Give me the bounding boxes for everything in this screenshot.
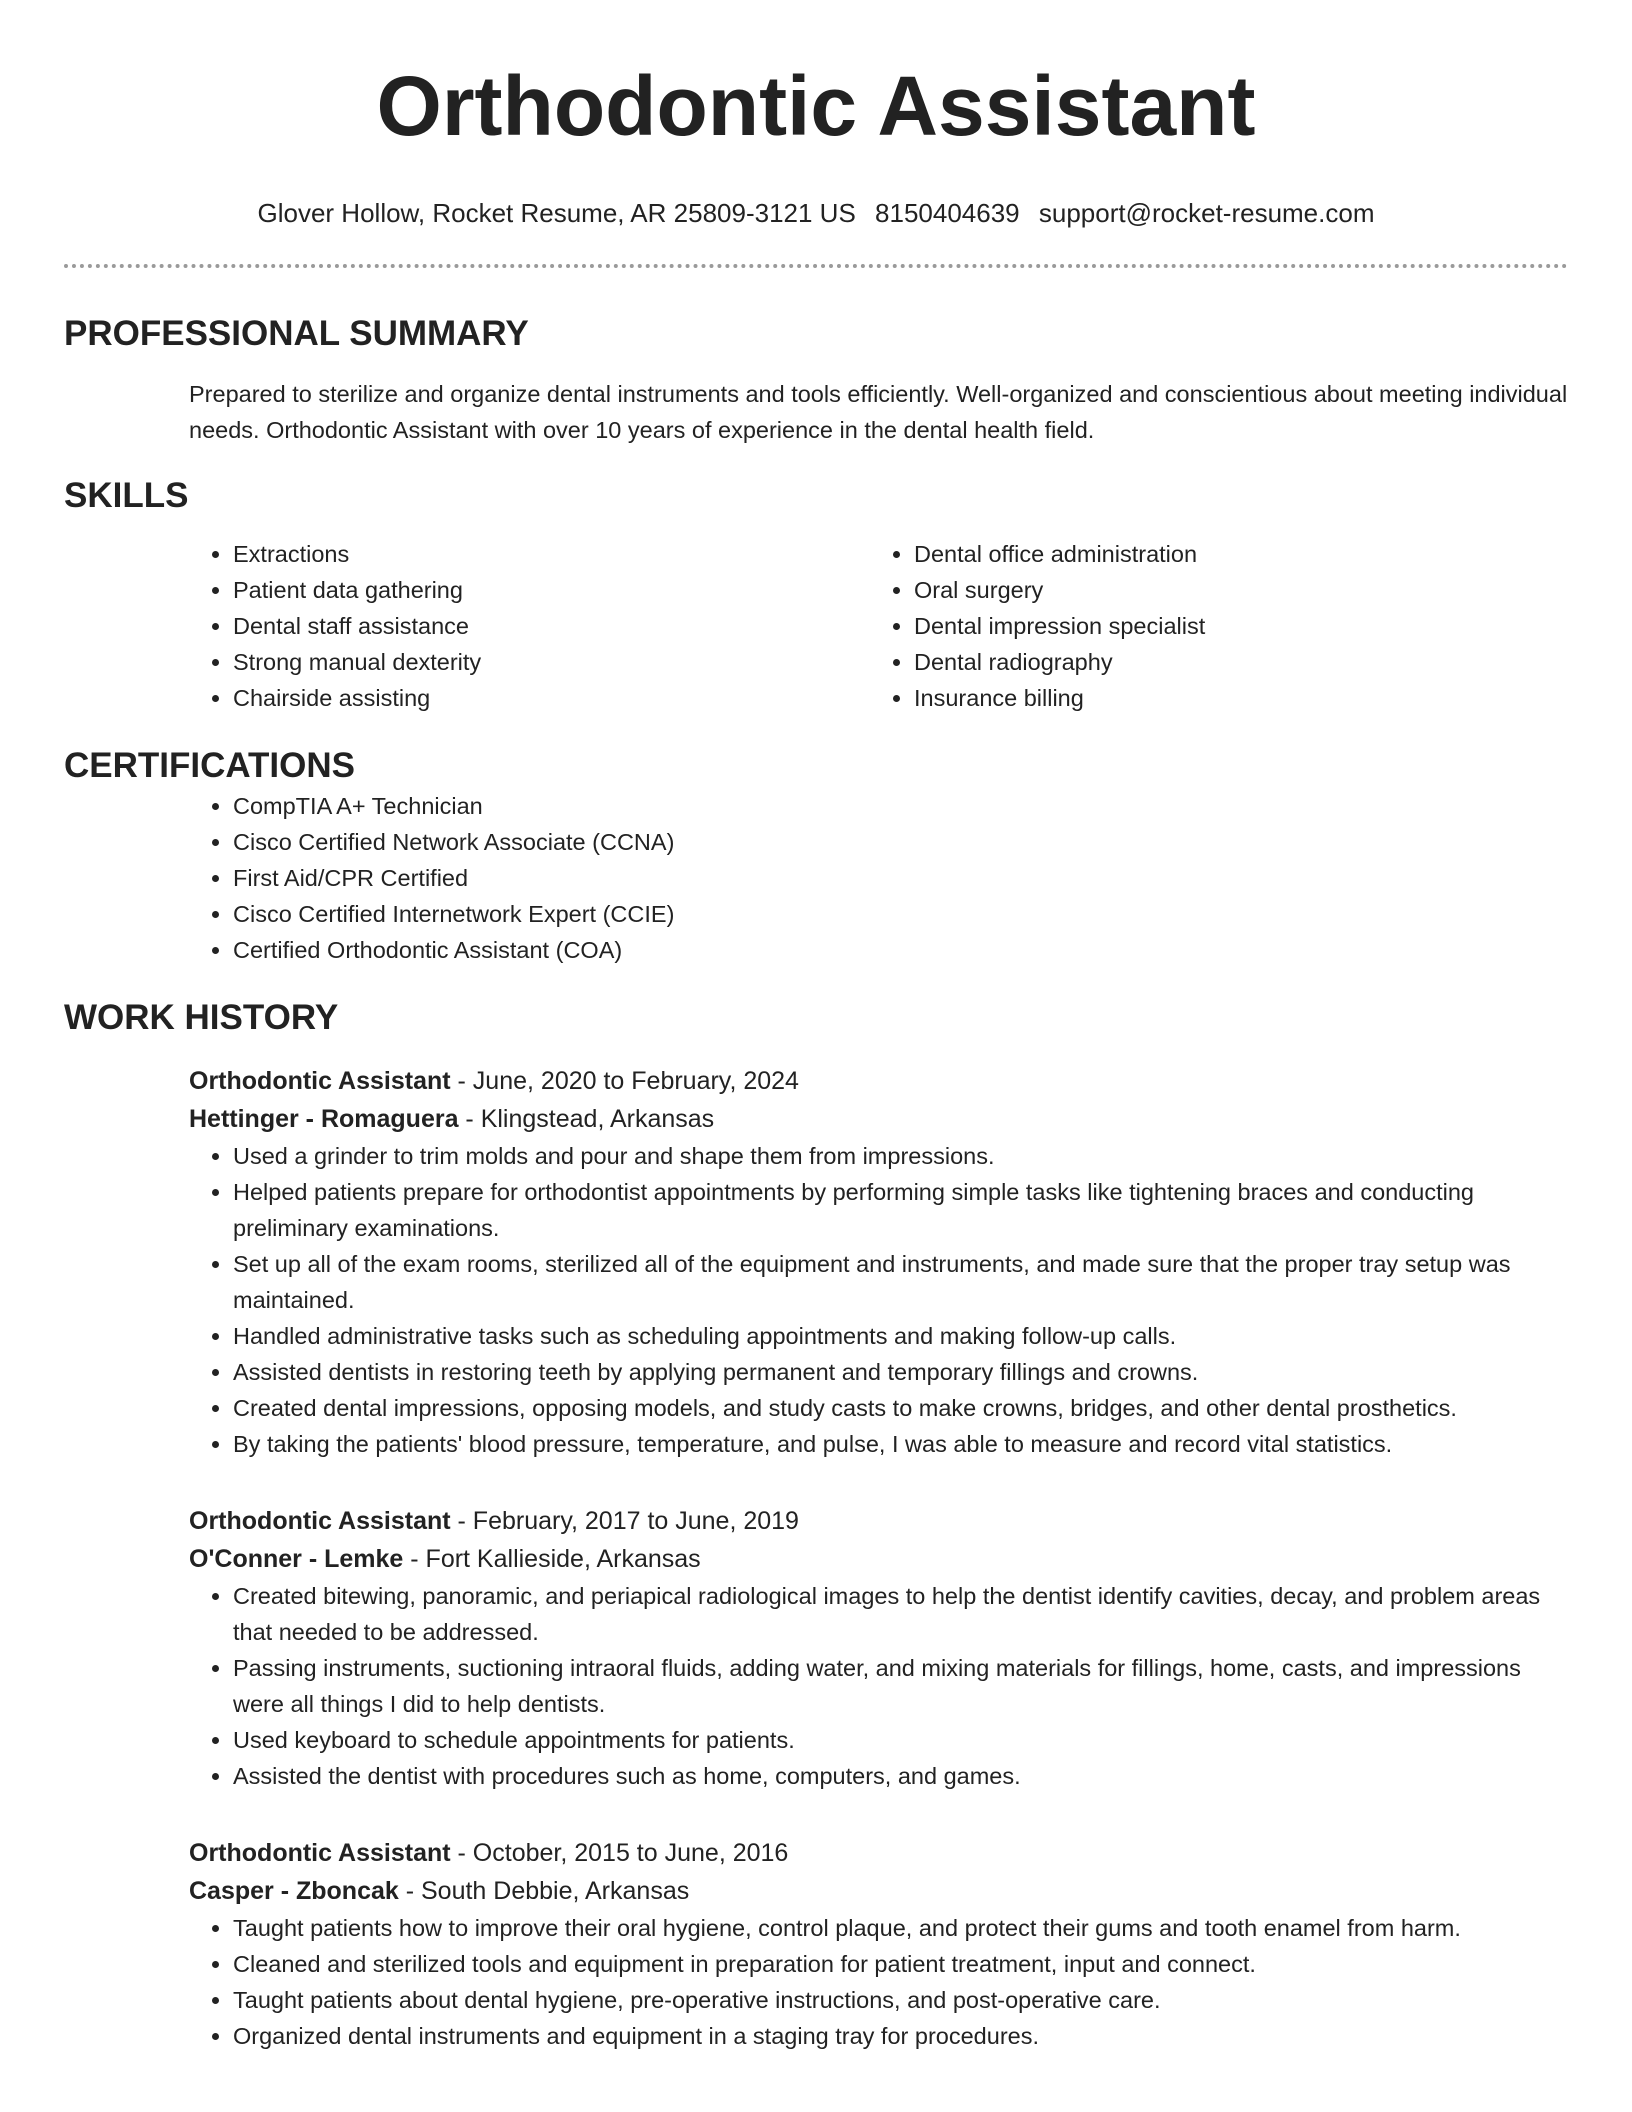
job-bullet: • Handled administrative tasks such as scheduling appointments and making follow-up calls. bbox=[233, 1318, 1568, 1354]
job-role-line bbox=[189, 1502, 1568, 1540]
skill-item: • Strong manual dexterity bbox=[233, 644, 743, 680]
job-dates: - February, 2017 to June, 2019 bbox=[450, 1507, 799, 1535]
skill-item: • Dental impression specialist bbox=[914, 608, 1424, 644]
section-title-skills: SKILLS bbox=[64, 476, 189, 515]
skill-item: • Extractions bbox=[233, 536, 743, 572]
job-dates: - June, 2020 to February, 2024 bbox=[450, 1067, 799, 1095]
contact-line bbox=[64, 196, 1568, 230]
skills-columns bbox=[64, 536, 1568, 716]
job-bullet: • Used a grinder to trim molds and pour and shape them from impressions. bbox=[233, 1138, 1568, 1174]
job-bullet: • Organized dental instruments and equipment in a staging tray for procedures. bbox=[233, 2018, 1568, 2054]
job-role-line bbox=[189, 1062, 1568, 1100]
job-bullet: • By taking the patients' blood pressure, temperature, and pulse, I was able to measure and record vital statistics. bbox=[233, 1426, 1568, 1462]
job-company-line bbox=[189, 1540, 1568, 1578]
resume-page bbox=[64, 0, 1568, 2054]
job-bullet: • Cleaned and sterilized tools and equipment in preparation for patient treatment, input and connect. bbox=[233, 1946, 1568, 1982]
skill-item: • Dental staff assistance bbox=[233, 608, 743, 644]
certification-item: • Cisco Certified Internetwork Expert (CCIE) bbox=[233, 896, 1568, 932]
skill-item: • Dental office administration bbox=[914, 536, 1424, 572]
section-title-summary: PROFESSIONAL SUMMARY bbox=[64, 314, 529, 353]
skill-item: • Oral surgery bbox=[914, 572, 1424, 608]
candidate-name: Orthodontic Assistant bbox=[376, 59, 1256, 153]
job-entry bbox=[64, 1062, 1568, 1462]
job-company-line bbox=[189, 1872, 1568, 1910]
job-bullet: • Assisted the dentist with procedures such as home, computers, and games. bbox=[233, 1758, 1568, 1794]
section-title-work-history: WORK HISTORY bbox=[64, 998, 339, 1037]
summary-text: Prepared to sterilize and organize dental instruments and tools efficiently. Well-organized and conscientious about meeting individual needs. Orthodontic Assistant with over 10 years of experience in the dental health field. bbox=[189, 381, 1568, 443]
certification-item: • First Aid/CPR Certified bbox=[233, 860, 1568, 896]
job-dates: - October, 2015 to June, 2016 bbox=[450, 1839, 789, 1867]
contact-phone: 8150404639 bbox=[875, 198, 1020, 228]
job-bullet: • Used keyboard to schedule appointments for patients. bbox=[233, 1722, 1568, 1758]
job-bullets bbox=[64, 1578, 1568, 1794]
certification-item: • Cisco Certified Network Associate (CCNA) bbox=[233, 824, 1568, 860]
job-bullet: • Helped patients prepare for orthodontist appointments by performing simple tasks like tightening braces and conducting preliminary examinations. bbox=[233, 1174, 1568, 1246]
skill-item: • Chairside assisting bbox=[233, 680, 743, 716]
header-divider bbox=[64, 264, 1568, 268]
job-bullet: • Assisted dentists in restoring teeth by applying permanent and temporary fillings and crowns. bbox=[233, 1354, 1568, 1390]
job-bullet: • Taught patients how to improve their oral hygiene, control plaque, and protect their gums and tooth enamel from harm. bbox=[233, 1910, 1568, 1946]
job-company-line bbox=[189, 1100, 1568, 1138]
certification-item: • CompTIA A+ Technician bbox=[233, 788, 1568, 824]
job-bullet: • Set up all of the exam rooms, sterilized all of the equipment and instruments, and made sure that the proper tray setup was maintained. bbox=[233, 1246, 1568, 1318]
job-bullet: • Created bitewing, panoramic, and periapical radiological images to help the dentist identify cavities, decay, and problem areas that needed to be addressed. bbox=[233, 1578, 1568, 1650]
skills-list-left bbox=[64, 536, 743, 716]
job-bullets bbox=[64, 1138, 1568, 1462]
job-role: Orthodontic Assistant bbox=[189, 1839, 451, 1867]
skills-list-right bbox=[743, 536, 1424, 716]
certifications-list bbox=[64, 788, 1568, 968]
job-location: - Klingstead, Arkansas bbox=[458, 1105, 715, 1133]
contact-address: Glover Hollow, Rocket Resume, AR 25809-3121 US bbox=[257, 198, 856, 228]
section-title-certifications: CERTIFICATIONS bbox=[64, 746, 356, 785]
job-role: Orthodontic Assistant bbox=[189, 1507, 451, 1535]
job-company: Casper - Zboncak bbox=[189, 1877, 399, 1905]
skill-item: • Dental radiography bbox=[914, 644, 1424, 680]
job-role-line bbox=[189, 1834, 1568, 1872]
job-entry bbox=[64, 1502, 1568, 1794]
skill-item: • Insurance billing bbox=[914, 680, 1424, 716]
skill-item: • Patient data gathering bbox=[233, 572, 743, 608]
job-entry bbox=[64, 1834, 1568, 2054]
job-bullet: • Taught patients about dental hygiene, pre-operative instructions, and post-operative care. bbox=[233, 1982, 1568, 2018]
contact-email[interactable]: support@rocket-resume.com bbox=[1038, 198, 1375, 228]
job-bullet: • Passing instruments, suctioning intraoral fluids, adding water, and mixing materials for fillings, home, casts, and impressions were all things I did to help dentists. bbox=[233, 1650, 1568, 1722]
certification-item: • Certified Orthodontic Assistant (COA) bbox=[233, 932, 1568, 968]
job-company: Hettinger - Romaguera bbox=[189, 1105, 459, 1133]
job-role: Orthodontic Assistant bbox=[189, 1067, 451, 1095]
job-location: - Fort Kallieside, Arkansas bbox=[403, 1545, 701, 1573]
job-location: - South Debbie, Arkansas bbox=[398, 1877, 690, 1905]
job-bullets bbox=[64, 1910, 1568, 2054]
job-bullet: • Created dental impressions, opposing models, and study casts to make crowns, bridges, and other dental prosthetics. bbox=[233, 1390, 1568, 1426]
job-company: O'Conner - Lemke bbox=[189, 1545, 404, 1573]
